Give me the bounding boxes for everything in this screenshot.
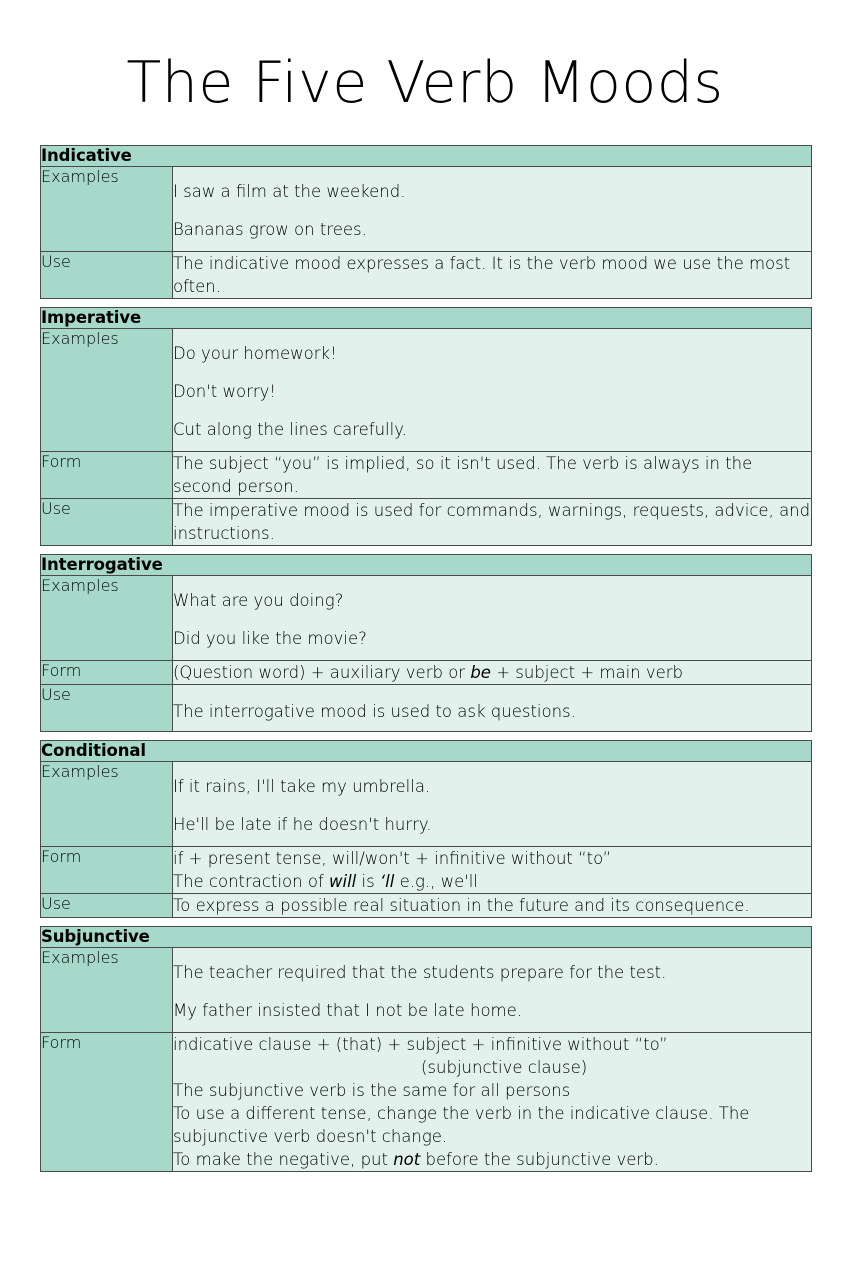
table-row: [41, 661, 812, 685]
example-line: Don't worry!: [173, 382, 277, 401]
row-label-use: Use: [41, 894, 173, 918]
form-line: The contraction of will is ‘ll e.g., we'll: [173, 872, 478, 891]
table-row: [41, 452, 812, 499]
row-label-use: Use: [41, 685, 173, 732]
mood-table-interrogative: [40, 554, 812, 732]
row-value-examples: [173, 167, 812, 252]
table-row: [41, 329, 812, 452]
row-value-use: [173, 499, 812, 546]
table-row: [41, 847, 812, 894]
form-line: To make the negative, put not before the subjunctive verb.: [173, 1150, 659, 1169]
row-value-examples: [173, 762, 812, 847]
mood-table-subjunctive: [40, 926, 812, 1172]
table-row: [41, 576, 812, 661]
row-value-form: [173, 452, 812, 499]
form-line: if + present tense, will/won't + infinitive without “to”: [173, 849, 612, 868]
form-line: indicative clause + (that) + subject + infinitive without “to”: [173, 1035, 668, 1054]
row-value-examples: [173, 948, 812, 1033]
row-label-form: Form: [41, 661, 173, 685]
row-value-form: [173, 847, 812, 894]
row-label-use: Use: [41, 252, 173, 299]
row-label-examples: Examples: [41, 329, 173, 452]
row-value-use: [173, 252, 812, 299]
example-line: Do your homework!: [173, 344, 337, 363]
row-value-examples: [173, 576, 812, 661]
row-label-form: Form: [41, 452, 173, 499]
form-line: (Question word) + auxiliary verb or be + subject + main verb: [173, 663, 684, 682]
form-line: To use a different tense, change the verb in the indicative clause. The subjunctive verb doesn't change.: [173, 1104, 750, 1146]
form-line: The subjunctive verb is the same for all persons: [173, 1081, 571, 1100]
example-line: I saw a film at the weekend.: [173, 182, 406, 201]
row-label-use: Use: [41, 499, 173, 546]
example-line: My father insisted that I not be late home.: [173, 1001, 523, 1020]
row-label-form: Form: [41, 847, 173, 894]
table-row: [41, 1033, 812, 1172]
mood-table-indicative: [40, 145, 812, 299]
mood-header-imperative: Imperative: [41, 308, 812, 329]
row-label-examples: Examples: [41, 576, 173, 661]
mood-table-imperative: [40, 307, 812, 546]
mood-header-subjunctive: Subjunctive: [41, 927, 812, 948]
row-label-examples: Examples: [41, 762, 173, 847]
verb-moods-tables: [40, 145, 812, 1172]
example-line: Did you like the movie?: [173, 629, 367, 648]
form-line-indented: (subjunctive clause): [421, 1058, 588, 1077]
row-label-examples: Examples: [41, 948, 173, 1033]
use-line: The indicative mood expresses a fact. It is the verb mood we use the most often.: [173, 254, 791, 296]
table-row: [41, 948, 812, 1033]
page-title: The Five Verb Moods: [126, 50, 724, 116]
example-line: Cut along the lines carefully.: [173, 420, 407, 439]
row-value-use: [173, 894, 812, 918]
form-line: The subject “you” is implied, so it isn't used. The verb is always in the second person.: [173, 454, 753, 496]
table-row: [41, 252, 812, 299]
table-row: [41, 167, 812, 252]
table-row-header: [41, 555, 812, 576]
example-line: Bananas grow on trees.: [173, 220, 367, 239]
row-value-use: [173, 685, 812, 732]
table-row: [41, 685, 812, 732]
table-row-header: [41, 741, 812, 762]
table-row-header: [41, 146, 812, 167]
use-line: The interrogative mood is used to ask questions.: [173, 702, 576, 721]
row-value-form: [173, 661, 812, 685]
table-row: [41, 499, 812, 546]
example-line: What are you doing?: [173, 591, 344, 610]
use-line: To express a possible real situation in the future and its consequence.: [173, 896, 750, 915]
row-label-form: Form: [41, 1033, 173, 1172]
example-line: He'll be late if he doesn't hurry.: [173, 815, 432, 834]
mood-table-conditional: [40, 740, 812, 918]
table-row: [41, 894, 812, 918]
example-line: If it rains, I'll take my umbrella.: [173, 777, 431, 796]
mood-header-indicative: Indicative: [41, 146, 812, 167]
mood-header-interrogative: Interrogative: [41, 555, 812, 576]
row-value-examples: [173, 329, 812, 452]
table-row: [41, 762, 812, 847]
table-row-header: [41, 308, 812, 329]
mood-header-conditional: Conditional: [41, 741, 812, 762]
table-row-header: [41, 927, 812, 948]
example-line: The teacher required that the students prepare for the test.: [173, 963, 667, 982]
row-value-form: [173, 1033, 812, 1172]
row-label-examples: Examples: [41, 167, 173, 252]
use-line: The imperative mood is used for commands, warnings, requests, advice, and instructions.: [173, 501, 811, 543]
